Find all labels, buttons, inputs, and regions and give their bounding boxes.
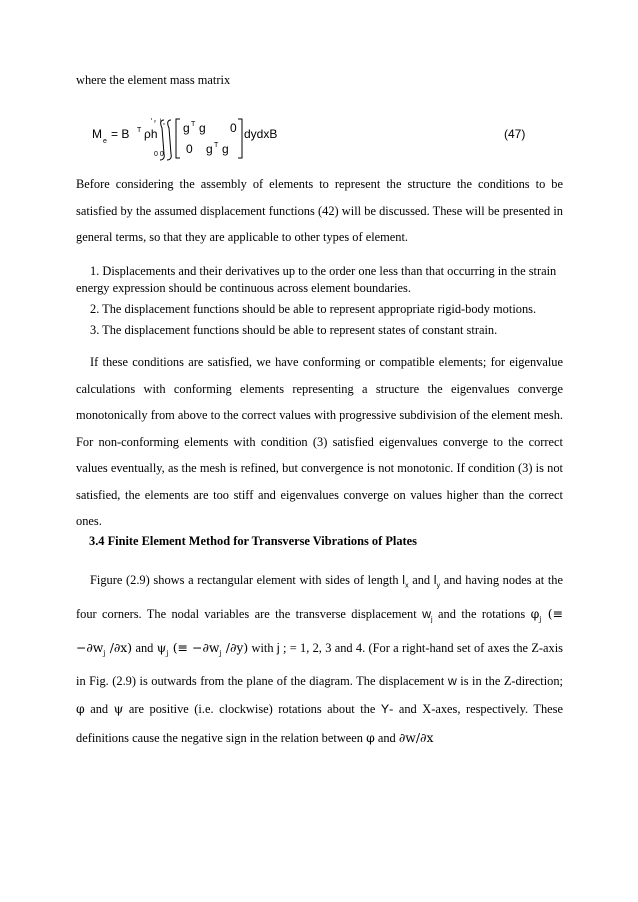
intro-line: where the element mass matrix xyxy=(76,73,231,87)
paragraph-convergence: If these conditions are satisfied, we have conforming or compatible elements; for eigenvalue calculations with conforming elements representing a structure the eigenvalues converge monotonically from above to the correct values with progressive subdivision of the element mesh. For non-conforming elements with condition (3) satisfied eigenvalues converge to the correct values eventually, as the mesh is refined, but convergence is not monotonic. If condition (3) is not satisfied, the elements are too stiff and eigenvalues converge on values higher than the correct ones. xyxy=(76,355,563,528)
eq-rhs-sup: T xyxy=(137,127,142,134)
m11-a: g xyxy=(183,121,190,135)
eq-lhs-sub: e xyxy=(103,138,107,145)
upper-limit-ly: l xyxy=(151,118,153,122)
m22-a: g xyxy=(206,142,213,156)
m21: 0 xyxy=(186,142,193,156)
m12: 0 xyxy=(230,121,237,135)
equation-number: (47) xyxy=(504,127,526,141)
condition-3: 3. The displacement functions should be able to represent states of constant strain. xyxy=(90,323,498,337)
integral-sign-2 xyxy=(167,120,171,160)
m11-sup: T xyxy=(191,121,196,128)
matrix-right-bracket xyxy=(238,119,242,158)
upper-limit-lx: l xyxy=(160,119,162,125)
phi-definition: $\varphi_j$ (≡ $-\partial w_j$ ∕∂x) xyxy=(76,605,564,658)
ly-symbol: $l_y$ xyxy=(433,573,441,590)
condition-2: 2. The displacement functions should be able to represent appropriate rigid-body motions. xyxy=(90,302,537,316)
wj-symbol: $w_j$ xyxy=(422,606,433,624)
lx-symbol: $l_x$ xyxy=(402,573,409,590)
m22-sup: T xyxy=(214,142,219,149)
condition-1-line-2: energy expression should be continuous across element boundaries. xyxy=(76,281,411,295)
eq-rhs-b: ρh xyxy=(144,127,158,141)
paragraph-conditions-intro: Before considering the assembly of elements to represent the structure the conditions to be satisfied by the assumed displacement functions (42) will be discussed. These will be presented in general terms, so that they are applicable to other types of element. xyxy=(76,177,563,244)
upper-limit-ly-sub: y xyxy=(154,118,156,123)
m22-b: g xyxy=(222,142,229,156)
eq-tail: dydxB xyxy=(244,127,278,141)
eq-rhs-a: = B xyxy=(111,127,130,141)
matrix-left-bracket xyxy=(176,119,180,158)
psi-definition: $\psi_j$ (≡ $-\partial w_j$ ∕∂y) xyxy=(156,639,249,658)
mass-matrix-equation xyxy=(78,118,638,168)
condition-1-line-1: 1. Displacements and their derivatives up to the order one less than that occurring in the strain xyxy=(90,264,557,278)
section-heading: 3.4 Finite Element Method for Transverse Vibrations of Plates xyxy=(89,534,417,548)
paragraph-plate-element: Figure (2.9) shows a rectangular element with sides of length $l_x$ and $l_y$ and having nodes at the four corners. The nodal variables are the transverse displacement $w_j$ and the rotations $\varphi_j$ (≡ $-\partial w_j$ ∕∂x) and $\psi_j$ (≡ $-\partial w_j$ ∕∂y) with j ; = 1, 2, 3 and 4. (For a right-hand set of axes the Z-axis in Fig. (2.9) is outwards from the plane of the diagram. The displacement w is in the Z-direction; φ and ψ are positive (i.e. clockwise) rotations about the Y- and X-axes, respectively. These definitions cause the negative sign in the relation between φ and ∂w∕∂x xyxy=(76,573,564,745)
eq-lhs: M xyxy=(92,127,102,141)
upper-limit-lx-sub: x xyxy=(163,121,165,126)
lower-limits: 0 0 xyxy=(154,151,164,158)
m11-b: g xyxy=(199,121,206,135)
